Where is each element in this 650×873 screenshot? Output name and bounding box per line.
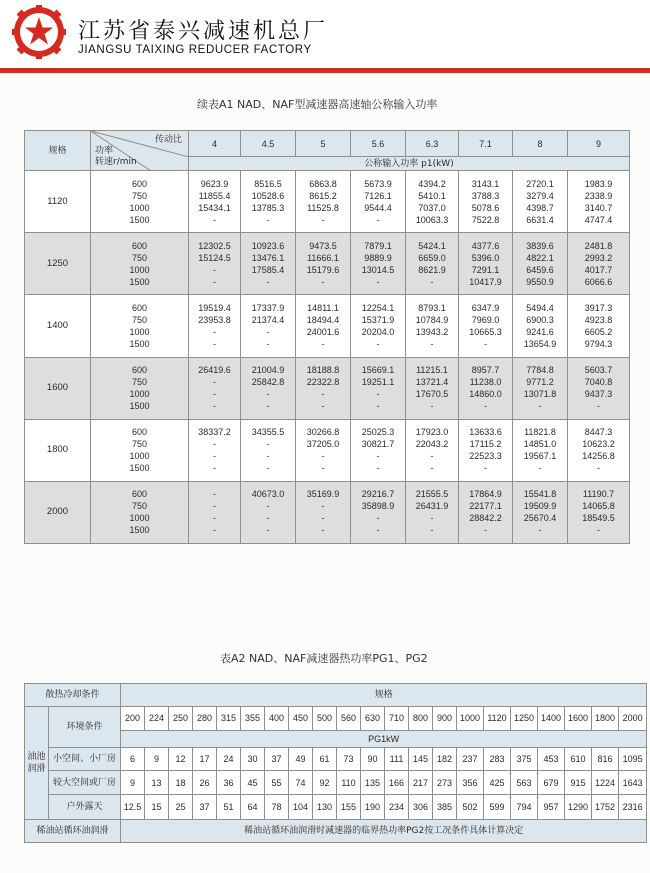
spec-size-cell: 1120	[484, 706, 511, 730]
thermal-power-table	[24, 683, 647, 843]
thermal-value-cell: 92	[313, 771, 337, 795]
power-value-cell: 15541.8 19509.9 25670.4 -	[513, 481, 568, 543]
power-label: 功率	[95, 146, 114, 156]
power-value-cell: 8516.5 10528.6 13785.3 -	[241, 171, 296, 233]
power-value-cell: 15669.1 19251.1 - -	[351, 357, 406, 419]
power-value-cell: 30266.8 37205.0 - -	[296, 419, 351, 481]
power-value-cell: 21555.5 26431.9 - -	[406, 481, 459, 543]
power-value-cell: 6347.9 7969.0 10665.3 -	[459, 295, 513, 357]
size-group-row	[25, 171, 630, 233]
power-value-cell: 35169.9 - - -	[296, 481, 351, 543]
power-unit-label: 公称输入功率 p1(kW)	[189, 157, 630, 171]
thermal-value-cell: 135	[361, 771, 385, 795]
power-value-cell: 12254.1 15371.9 20204.0 -	[351, 295, 406, 357]
speed-cell: 600 750 1000 1500	[91, 357, 189, 419]
environment-label: 户外露天	[49, 795, 121, 820]
thermal-value-cell: 217	[409, 771, 433, 795]
thermal-value-cell: 385	[433, 795, 457, 820]
thermal-value-cell: 51	[217, 795, 241, 820]
thermal-value-cell: 111	[385, 747, 409, 771]
power-table	[24, 130, 630, 544]
spec-size-cell: 1600	[565, 706, 592, 730]
thermal-value-cell: 237	[457, 747, 484, 771]
pg1-unit-label: PG1kW	[121, 730, 647, 747]
thermal-value-cell: 679	[538, 771, 565, 795]
thermal-row	[25, 747, 647, 771]
cooling-condition-header: 散热冷却条件	[25, 684, 121, 707]
thermal-value-cell: 155	[337, 795, 361, 820]
power-value-cell: 5603.7 7040.8 9437.3 -	[568, 357, 630, 419]
thermal-value-cell: 915	[565, 771, 592, 795]
thermal-value-cell: 273	[433, 771, 457, 795]
power-value-cell: 14811.1 18494.4 24001.6 -	[296, 295, 351, 357]
power-value-cell: 17923.0 22043.2 - -	[406, 419, 459, 481]
page-header	[0, 0, 650, 68]
thermal-value-cell: 599	[484, 795, 511, 820]
thermal-value-cell: 190	[361, 795, 385, 820]
size-cell: 1400	[25, 295, 91, 357]
thermal-value-cell: 74	[289, 771, 313, 795]
thermal-value-cell: 26	[193, 771, 217, 795]
ratio-cell: 4.5	[241, 131, 296, 157]
spec-size-cell: 1000	[457, 706, 484, 730]
table2-caption: 表A2 NAD、NAF减速器热功率PG1、PG2	[220, 652, 428, 665]
thermal-value-cell: 1643	[619, 771, 647, 795]
spec-size-cell: 500	[313, 706, 337, 730]
thermal-value-cell: 356	[457, 771, 484, 795]
thermal-value-cell: 12.5	[121, 795, 145, 820]
spec-size-cell: 450	[289, 706, 313, 730]
thermal-value-cell: 6	[121, 747, 145, 771]
power-value-cell: 9623.9 11855.4 15434.1 -	[189, 171, 241, 233]
power-value-cell: 10923.6 13476.1 17585.4 -	[241, 233, 296, 295]
thermal-value-cell: 25	[169, 795, 193, 820]
thermal-value-cell: 425	[484, 771, 511, 795]
ratio-cell: 5	[296, 131, 351, 157]
power-value-cell: 1983.9 2338.9 3140.7 4747.4	[568, 171, 630, 233]
thermal-value-cell: 90	[361, 747, 385, 771]
size-cell: 2000	[25, 481, 91, 543]
thermal-value-cell: 36	[217, 771, 241, 795]
thermal-value-cell: 45	[241, 771, 265, 795]
thermal-row	[25, 795, 647, 820]
thermal-value-cell: 130	[313, 795, 337, 820]
size-group-row	[25, 295, 630, 357]
power-value-cell: 2481.8 2993.2 4017.7 6066.6	[568, 233, 630, 295]
thermal-value-cell: 610	[565, 747, 592, 771]
spec-size-cell: 560	[337, 706, 361, 730]
speed-cell: 600 750 1000 1500	[91, 481, 189, 543]
size-cell: 1600	[25, 357, 91, 419]
power-value-cell: 8447.3 10623.2 14256.8 -	[568, 419, 630, 481]
thermal-value-cell: 1095	[619, 747, 647, 771]
power-value-cell: - - - -	[189, 481, 241, 543]
spec-size-cell: 250	[169, 706, 193, 730]
power-table-body	[25, 171, 630, 544]
thermal-value-cell: 12	[169, 747, 193, 771]
power-value-cell: 26419.6 - - -	[189, 357, 241, 419]
ratio-cell: 9	[568, 131, 630, 157]
thermal-value-cell: 2316	[619, 795, 647, 820]
thermal-value-cell: 37	[193, 795, 217, 820]
power-value-cell: 19519.4 23953.8 - -	[189, 295, 241, 357]
size-group-row	[25, 481, 630, 543]
spec-size-cell: 1400	[538, 706, 565, 730]
thermal-value-cell: 61	[313, 747, 337, 771]
speed-cell: 600 750 1000 1500	[91, 419, 189, 481]
thermal-value-cell: 15	[145, 795, 169, 820]
power-value-cell: 12302.5 15124.5 - -	[189, 233, 241, 295]
power-value-cell: 21004.9 25842.8 - -	[241, 357, 296, 419]
company-logo-icon	[12, 5, 66, 59]
spec-size-cell: 900	[433, 706, 457, 730]
size-cell: 1250	[25, 233, 91, 295]
thermal-value-cell: 145	[409, 747, 433, 771]
spec-size-cell: 710	[385, 706, 409, 730]
thermal-value-cell: 1224	[592, 771, 619, 795]
spec-size-cell: 280	[193, 706, 217, 730]
thermal-value-cell: 55	[265, 771, 289, 795]
spec-header: 规格	[25, 131, 91, 171]
thermal-value-cell: 794	[511, 795, 538, 820]
speed-label: 转速r/min	[95, 157, 137, 167]
spec-size-cell: 355	[241, 706, 265, 730]
size-cell: 1800	[25, 419, 91, 481]
circulation-lubrication-label: 稀油站循环油润滑	[25, 820, 121, 843]
power-value-cell: 11821.8 14851.0 19567.1 -	[513, 419, 568, 481]
power-value-cell: 38337.2 - - -	[189, 419, 241, 481]
header-divider	[0, 68, 650, 73]
power-value-cell: 8957.7 11238.0 14860.0 -	[459, 357, 513, 419]
thermal-value-cell: 49	[289, 747, 313, 771]
speed-cell: 600 750 1000 1500	[91, 295, 189, 357]
size-group-row	[25, 419, 630, 481]
thermal-row	[25, 771, 647, 795]
thermal-value-cell: 182	[433, 747, 457, 771]
company-name-cn: 江苏省泰兴减速机总厂	[78, 19, 329, 44]
power-value-cell: 7784.8 9771.2 13071.8 -	[513, 357, 568, 419]
thermal-value-cell: 73	[337, 747, 361, 771]
spec-size-cell: 2000	[619, 706, 647, 730]
ratio-cell: 8	[513, 131, 568, 157]
ratio-label: 传动比	[154, 135, 182, 145]
speed-cell: 600 750 1000 1500	[91, 171, 189, 233]
power-value-cell: 25025.3 30821.7 - -	[351, 419, 406, 481]
power-value-cell: 34355.5 - - -	[241, 419, 296, 481]
thermal-value-cell: 18	[169, 771, 193, 795]
power-value-cell: 11190.7 14065.8 18549.5 -	[568, 481, 630, 543]
oil-bath-label: 油池 润滑	[25, 706, 49, 820]
size-group-row	[25, 357, 630, 419]
thermal-value-cell: 1290	[565, 795, 592, 820]
ratio-cell: 7.1	[459, 131, 513, 157]
power-value-cell: 18188.8 22322.8 - -	[296, 357, 351, 419]
thermal-value-cell: 24	[217, 747, 241, 771]
power-value-cell: 5673.9 7126.1 9544.4 -	[351, 171, 406, 233]
environment-header: 环境条件	[49, 706, 121, 747]
ratio-cell: 4	[189, 131, 241, 157]
thermal-value-cell: 104	[289, 795, 313, 820]
power-value-cell: 29216.7 35898.9 - -	[351, 481, 406, 543]
power-value-cell: 17864.9 22177.1 28842.2 -	[459, 481, 513, 543]
thermal-value-cell: 17	[193, 747, 217, 771]
thermal-value-cell: 1752	[592, 795, 619, 820]
company-name-en: JIANGSU TAIXING REDUCER FACTORY	[78, 44, 312, 56]
thermal-value-cell: 166	[385, 771, 409, 795]
power-value-cell: 13633.6 17115.2 22523.3 -	[459, 419, 513, 481]
power-value-cell: 5424.1 6659.0 8621.9 -	[406, 233, 459, 295]
thermal-value-cell: 30	[241, 747, 265, 771]
power-value-cell: 2720.1 3279.4 4398.7 6631.4	[513, 171, 568, 233]
thermal-value-cell: 110	[337, 771, 361, 795]
spec-size-cell: 400	[265, 706, 289, 730]
ratio-cell: 6.3	[406, 131, 459, 157]
power-value-cell: 8793.1 10784.9 13943.2 -	[406, 295, 459, 357]
power-value-cell: 3917.3 4923.8 6605.2 9794.3	[568, 295, 630, 357]
spec-size-cell: 1250	[511, 706, 538, 730]
thermal-value-cell: 13	[145, 771, 169, 795]
size-cell: 1120	[25, 171, 91, 233]
power-value-cell: 11215.1 13721.4 17670.5 -	[406, 357, 459, 419]
environment-label: 较大空间或厂房	[49, 771, 121, 795]
thermal-value-cell: 234	[385, 795, 409, 820]
power-value-cell: 4394.2 5410.1 7037.0 10063.3	[406, 171, 459, 233]
spec-header-2: 规格	[121, 684, 647, 707]
circulation-note: 稀油站循环油润滑时减速器的临界热功率PG2按工况条件具体计算决定	[121, 820, 647, 843]
size-group-row	[25, 233, 630, 295]
spec-size-cell: 1800	[592, 706, 619, 730]
thermal-value-cell: 9	[121, 771, 145, 795]
thermal-value-cell: 283	[484, 747, 511, 771]
diagonal-header	[91, 131, 189, 171]
power-value-cell: 5494.4 6900.3 9241.6 13654.9	[513, 295, 568, 357]
power-value-cell: 17337.9 21374.4 - -	[241, 295, 296, 357]
thermal-value-cell: 78	[265, 795, 289, 820]
thermal-value-cell: 563	[511, 771, 538, 795]
power-value-cell: 6863.8 8615.2 11525.8 -	[296, 171, 351, 233]
thermal-value-cell: 37	[265, 747, 289, 771]
power-value-cell: 7879.1 9889.9 13014.5 -	[351, 233, 406, 295]
power-value-cell: 3839.6 4822.1 6459.6 9550.9	[513, 233, 568, 295]
ratio-cell: 5.6	[351, 131, 406, 157]
thermal-value-cell: 375	[511, 747, 538, 771]
spec-size-cell: 224	[145, 706, 169, 730]
spec-size-cell: 630	[361, 706, 385, 730]
spec-size-cell: 800	[409, 706, 433, 730]
thermal-value-cell: 9	[145, 747, 169, 771]
thermal-value-cell: 502	[457, 795, 484, 820]
thermal-value-cell: 453	[538, 747, 565, 771]
thermal-value-cell: 306	[409, 795, 433, 820]
thermal-value-cell: 816	[592, 747, 619, 771]
table1-caption: 续表A1 NAD、NAF型减速器高速轴公称输入功率	[197, 98, 438, 111]
environment-label: 小空间、小厂房	[49, 747, 121, 771]
power-value-cell: 9473.5 11666.1 15179.6 -	[296, 233, 351, 295]
speed-cell: 600 750 1000 1500	[91, 233, 189, 295]
power-value-cell: 3143.1 3788.3 5078.6 7522.8	[459, 171, 513, 233]
power-value-cell: 4377.6 5396.0 7291.1 10417.9	[459, 233, 513, 295]
thermal-value-cell: 64	[241, 795, 265, 820]
spec-size-cell: 200	[121, 706, 145, 730]
thermal-value-cell: 957	[538, 795, 565, 820]
spec-size-cell: 315	[217, 706, 241, 730]
power-value-cell: 40673.0 - - -	[241, 481, 296, 543]
